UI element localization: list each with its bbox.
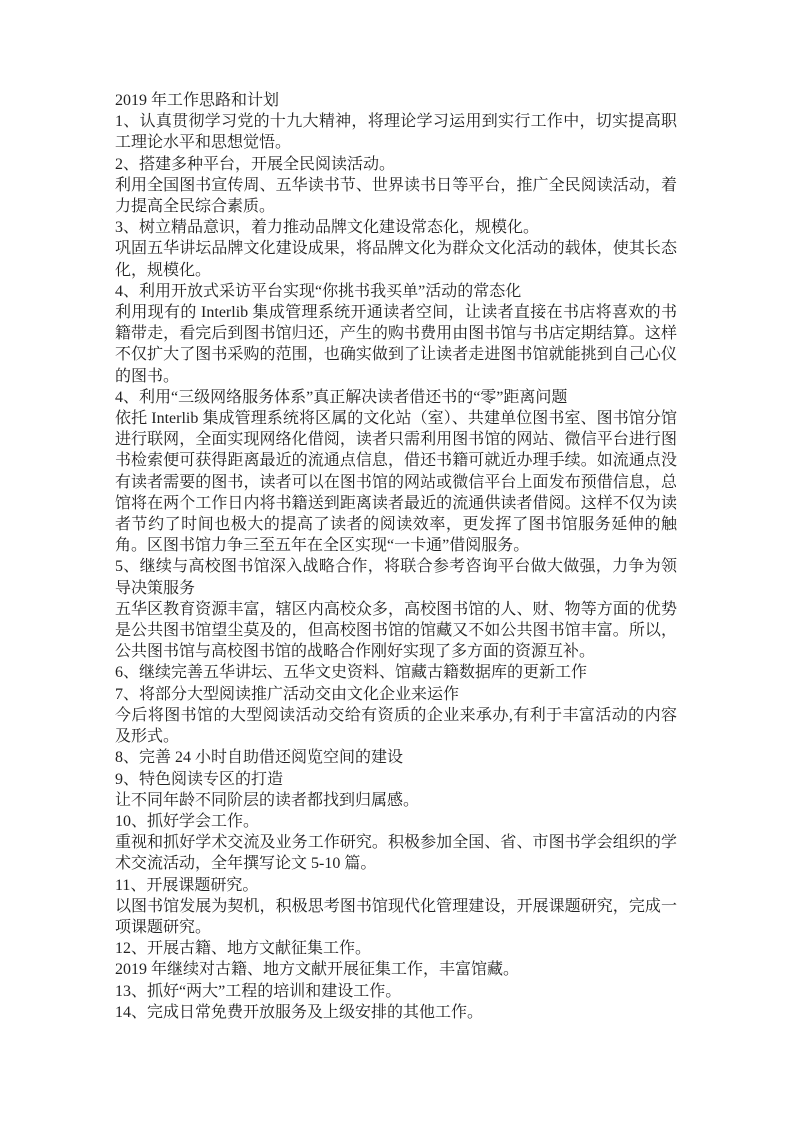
paragraph: 10、抓好学会工作。: [115, 812, 260, 830]
paragraph: 11、开展课题研究。: [115, 876, 259, 894]
document-title: 2019 年工作思路和计划: [115, 92, 280, 109]
paragraph: 依托 Interlib 集成管理系统将区属的文化站（室）、共建单位图书室、图书馆分馆进行联网，全面实现网络化借阅，读者只需利用图书馆的网站、微信平台进行图书检索便可获得距离最近的流通点信息，借还书籍可就近办理手续。如流通点没有读者需要的图书，读者可以在图书馆的网站或微信平台上面发布预借信息，总馆将在两个工作日内将书籍送到距离读者最近的流通供读者借阅。这样不仅为读者节约了时间也极大的提高了读者的阅读效率，更发挥了图书馆服务延伸的触角。区图书馆力争三至五年在全区实现“一卡通”借阅服务。: [115, 410, 677, 555]
paragraph: 2、搭建多种平台，开展全民阅读活动。: [115, 155, 396, 173]
paragraph: 利用现有的 Interlib 集成管理系统开通读者空间，让读者直接在书店将喜欢的书籍带走，看完后到图书馆归还，产生的购书费用由图书馆与书店定期结算。这样不仅扩大了图书采购的范围，也确实做到了让读者走进图书馆就能挑到自己心仪的图书。: [115, 304, 677, 385]
document-body: [115, 90, 677, 1023]
paragraph: 4、利用“三级网络服务体系”真正解决读者借还书的“零”距离问题: [115, 388, 568, 406]
paragraph: 9、特色阅读专区的打造: [115, 770, 284, 788]
paragraph: 1、认真贯彻学习党的十九大精神，将理论学习运用到实行工作中，切实提高职工理论水平和思想觉悟。: [115, 113, 677, 152]
paragraph: 以图书馆发展为契机，积极思考图书馆现代化管理建设，开展课题研究，完成一项课题研究。: [115, 897, 677, 936]
paragraph: 14、完成日常免费开放服务及上级安排的其他工作。: [115, 1003, 484, 1021]
paragraph: 5、继续与高校图书馆深入战略合作，将联合参考咨询平台做大做强，力争为领导决策服务: [115, 558, 677, 597]
paragraph: 让不同年龄不同阶层的读者都找到归属感。: [115, 791, 420, 809]
paragraph: 重视和抓好学术交流及业务工作研究。积极参加全国、省、市图书学会组织的学术交流活动，全年撰写论文 5-10 篇。: [115, 834, 677, 873]
paragraph: 4、利用开放式采访平台实现“你挑书我买单”活动的常态化: [115, 282, 522, 300]
paragraph: 6、继续完善五华讲坛、五华文史资料、馆藏古籍数据库的更新工作: [115, 664, 588, 682]
paragraph: 五华区教育资源丰富，辖区内高校众多，高校图书馆的人、财、物等方面的优势是公共图书馆望尘莫及的，但高校图书馆的馆藏又不如公共图书馆丰富。所以，公共图书馆与高校图书馆的战略合作刚好实现了多方面的资源互补。: [115, 600, 677, 661]
paragraph: 7、将部分大型阅读推广活动交由文化企业来运作: [115, 685, 460, 703]
paragraph: 12、开展古籍、地方文献征集工作。: [115, 940, 372, 958]
paragraph: 2019 年继续对古籍、地方文献开展征集工作，丰富馆藏。: [115, 961, 520, 979]
paragraph: 今后将图书馆的大型阅读活动交给有资质的企业来承办,有利于丰富活动的内容及形式。: [115, 706, 677, 746]
paragraph: 利用全国图书宣传周、五华读书节、世界读书日等平台，推广全民阅读活动，着力提高全民综合素质。: [115, 176, 677, 216]
paragraph: 8、完善 24 小时自助借还阅览空间的建设: [115, 749, 404, 767]
paragraph: 13、抓好“两大”工程的培训和建设工作。: [115, 982, 402, 1000]
paragraph: 3、树立精品意识，着力推动品牌文化建设常态化，规模化。: [115, 219, 540, 237]
paragraph: 巩固五华讲坛品牌文化建设成果，将品牌文化为群众文化活动的载体，使其长态化，规模化。: [115, 240, 677, 279]
